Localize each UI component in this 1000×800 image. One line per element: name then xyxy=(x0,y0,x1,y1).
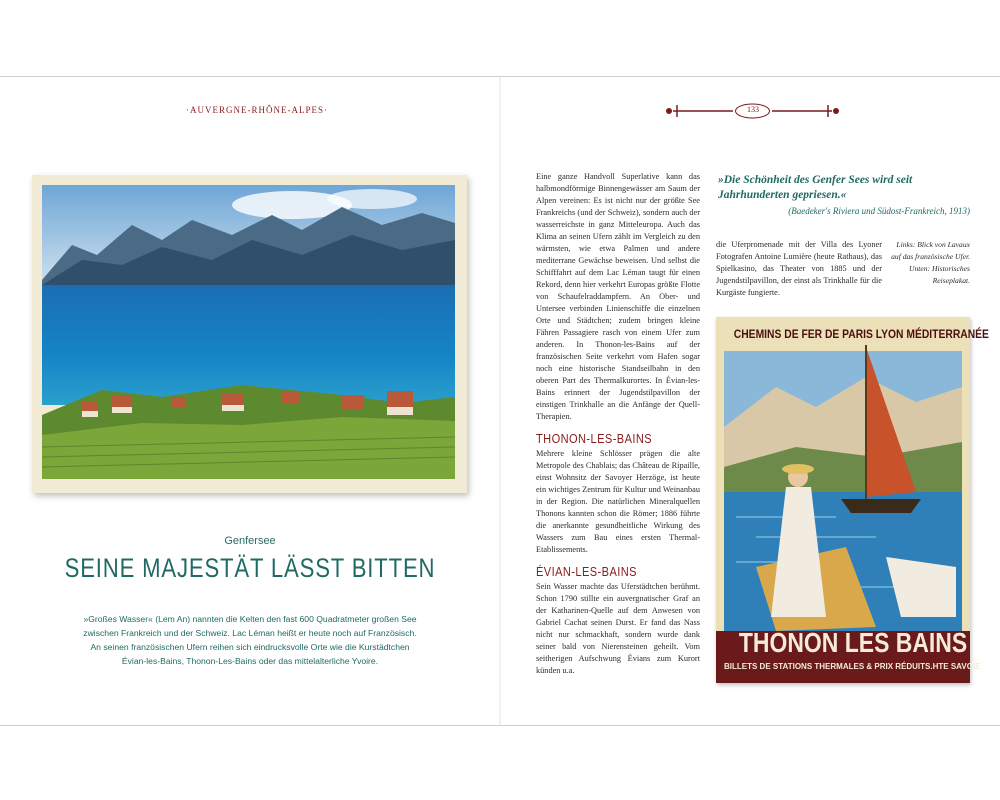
quote-source: (Baedeker's Riviera und Südost-Frankreich, 1913) xyxy=(788,206,970,216)
paragraph-thonon: Mehrere kleine Schlösser prägen die alte Metropole des Chablais; das Château de Ripaille, einst Wohnsitz der Savoyer Herzöge, ist heute ein wichtiges Zentrum für Kultur und Weinanbau in der Region. Die natürlichen Mineralquellen Thonons kannten schon die Römer; 1886 führte die anerkannte gesundheitliche Wirkung des Wassers zum Bau eines ersten Thermal-Etablissements. xyxy=(536,449,700,554)
poster-tickets-text: BILLETS DE STATIONS THERMALES & PRIX RÉDUITS. xyxy=(724,662,933,671)
photo-caption: Genfersee xyxy=(224,535,276,547)
intro-text: »Großes Wasser« (Lem An) nannten die Kelten den fast 600 Quadratmeter großen See zwischen Frankreich und der Schweiz. Lac Léman heißt er heute noch auf Französisch. An seinen französischen Ufern reihen sich eindrucksvolle Orte wie die Kurstädtchen Évian-les-Bains, Thonon-Les-Bains oder das mittelalterliche Yvoire. xyxy=(83,614,417,666)
book-spread xyxy=(0,76,1000,726)
lake-geneva-illustration xyxy=(42,185,455,479)
poster-bottom-line xyxy=(724,662,981,671)
page-headline: SEINE MAJESTÄT LÄSST BITTEN xyxy=(64,553,436,583)
lake-photo-frame xyxy=(32,175,467,493)
pull-quote: »Die Schönheit des Genfer Sees wird seit Jahrhunderten gepriesen.« xyxy=(718,174,913,201)
poster-region: HTE SAVOIE xyxy=(932,662,981,671)
poster-top-line: CHEMINS DE FER DE PARIS LYON MÉDITERRANÉE xyxy=(733,327,989,341)
running-head: ·AUVERGNE-RHÔNE-ALPES· xyxy=(186,105,328,115)
subhead-evian: ÉVIAN-LES-BAINS xyxy=(536,564,637,579)
lake-geneva-photo xyxy=(42,185,455,479)
travel-poster xyxy=(716,317,989,683)
text-column-1 xyxy=(536,171,700,677)
side-caption: Links: Blick von Lavaux auf das französische Ufer. Unten: Historisches Reiseplakat. xyxy=(891,240,970,285)
page-gutter xyxy=(499,77,501,725)
paragraph-intro: Eine ganze Handvoll Superlative kann das halbmondförmige Binnengewässer am Saum der Alpen vereinen: Es ist nicht nur der größte See Frankreichs (und der Schweiz), sondern auch der wasserreichste in ganz Mitteleuropa. Auch das Klima an seinen Ufern zählt im Vergleich zu den wärmsten, wie etwa Palmen und andere mediterrane Gewächse beweisen. Und selbst die Schifffahrt auf dem Lac Léman taugt für einen Rekord, denn hier verkehrt Europas größte Flotte von Schaufelraddampfern. An Ober- und Untersee verbinden Linienschiffe die einzelnen Orte und Städtchen; zudem bringen kleine Fähren Passagiere rasch von einem Ufer zum anderen. In Thonon-les-Bains auf der französischen Seite verkehrt vom Hafen sogar noch eine historische Standseilbahn in den oberen Part des Thermalkurortes. In Évian-les-Bains erinnert der Jugendstilpavillon der einstigen Trinkhalle an die Anfänge der Quell-Therapien. xyxy=(536,172,700,421)
poster-title: THONON LES BAINS xyxy=(738,627,968,658)
page-number: 133 xyxy=(747,105,759,114)
text-column-2: die Uferpromenade mit der Villa des Lyoner Fotografen Antoine Lumière (heute Rathaus), das Spielkasino, das Theater von 1885 und der Jugendstilpavillon, der einst als Trinkhalle für die Kurgäste fungierte. xyxy=(716,240,882,297)
subhead-thonon: THONON-LES-BAINS xyxy=(536,431,653,446)
paragraph-evian: Sein Wasser machte das Uferstädtchen berühmt. Schon 1790 stillte ein auvergnatischer Graf an der Katharinen-Quelle auf dem Anwesen von Gabriel Cachat seinen Durst. Er fand das Nass nicht nur schmackhaft, sondern wurde dank seiner bald von Nierensteinen geheilt. Vom seitherigen Aufschwung Évians zum Kurort künden u.a. xyxy=(536,582,700,675)
